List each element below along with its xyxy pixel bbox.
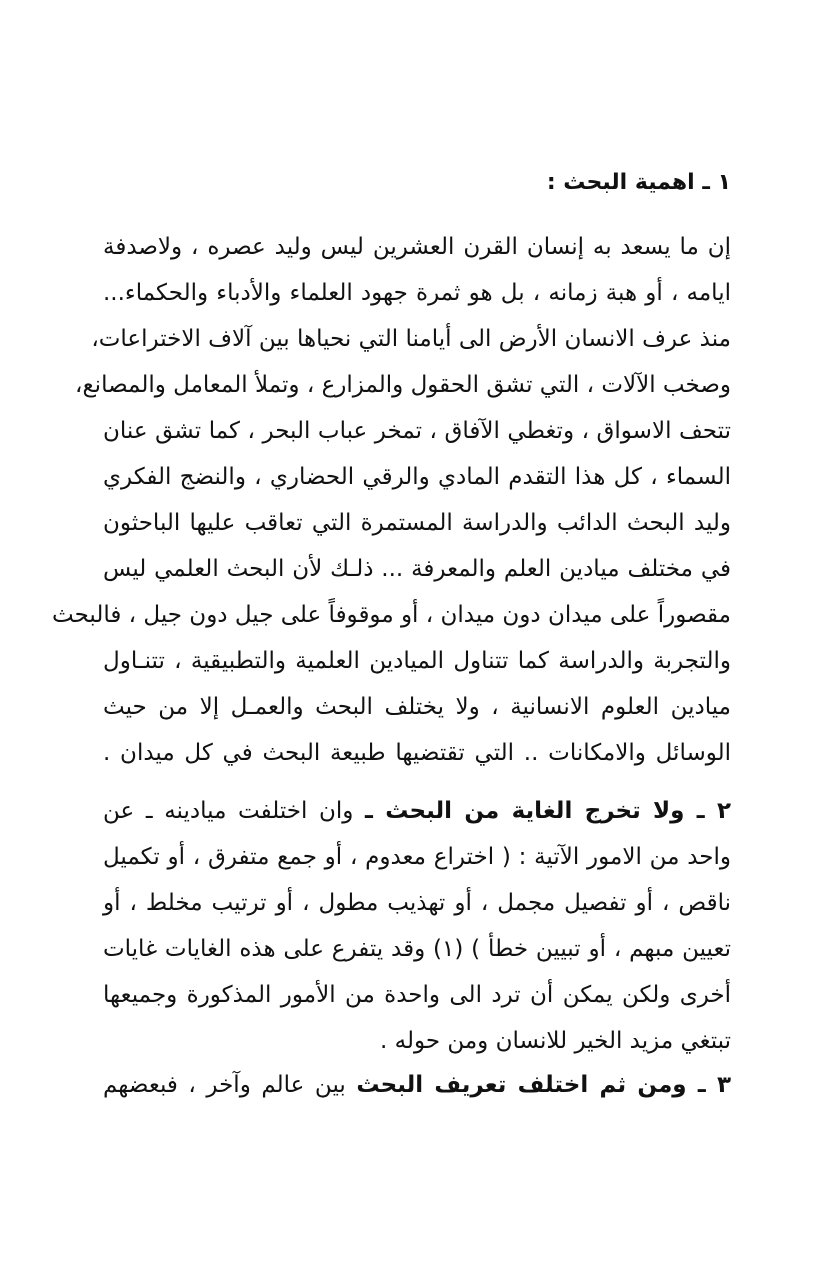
paragraph-line: ميادين العلوم الانسانية ، ولا يختلف البحث والعمـل إلا من حيث: [103, 694, 731, 720]
section-1-heading: ١ ـ اهمية البحث :: [546, 170, 731, 195]
section-2-lead-bold: ٢ ـ ولا تخرج الغاية من البحث ـ: [365, 798, 732, 824]
paragraph-line: إن ما يسعد به إنسان القرن العشرين ليس وليد عصره ، ولاصدفة: [103, 234, 731, 260]
paragraph-line: منذ عرف الانسان الأرض الى أيامنا التي نحياها بين آلاف الاختراعات،: [91, 326, 731, 352]
section-3-lead-rest: بين عالم وآخر ، فبعضهم: [103, 1072, 346, 1098]
paragraph-line: تعيين مبهم ، أو تبيين خطأ ) (١) وقد يتفرع على هذه الغايات غايات: [103, 936, 731, 962]
paragraph-line: ايامه ، أو هبة زمانه ، بل هو ثمرة جهود العلماء والأدباء والحكماء...: [103, 280, 731, 306]
paragraph-line: واحد من الامور الآتية : ( اختراع معدوم ، أو جمع متفرق ، أو تكميل: [103, 844, 731, 870]
paragraph-line: السماء ، كل هذا التقدم المادي والرقي الحضاري ، والنضج الفكري: [103, 464, 731, 490]
paragraph-line: الوسائل والامكانات .. التي تقتضيها طبيعة البحث في كل ميدان .: [103, 740, 731, 766]
paragraph-line: تتحف الاسواق ، وتغطي الآفاق ، تمخر عباب البحر ، كما تشق عنان: [103, 418, 731, 444]
section-3-lead-bold: ٣ ـ ومن ثم اختلف تعريف البحث: [356, 1072, 731, 1098]
paragraph-line: تبتغي مزيد الخير للانسان ومن حوله .: [379, 1028, 731, 1054]
paragraph-line: أخرى ولكن يمكن أن ترد الى واحدة من الأمور المذكورة وجميعها: [103, 982, 731, 1008]
section-2-lead-rest: وان اختلفت ميادينه ـ عن: [103, 798, 354, 824]
paragraph-line: وصخب الآلات ، التي تشق الحقول والمزارع ، وتملأ المعامل والمصانع،: [75, 372, 731, 398]
paragraph-line: في مختلف ميادين العلم والمعرفة ... ذلـك لأن البحث العلمي ليس: [103, 556, 731, 582]
paragraph-line: مقصوراً على ميدان دون ميدان ، أو موقوفاً على جيل دون جيل ، فالبحث: [51, 602, 731, 628]
paragraph-line: والتجربة والدراسة كما تتناول الميادين العلمية والتطبيقية ، تتنـاول: [103, 648, 731, 674]
section-3-lead-line: [103, 1070, 731, 1100]
section-2-lead-line: [103, 796, 731, 826]
paragraph-line: ناقص ، أو تفصيل مجمل ، أو تهذيب مطول ، أو ترتيب مخلط ، أو: [103, 890, 731, 916]
paragraph-line: وليد البحث الدائب والدراسة المستمرة التي تعاقب عليها الباحثون: [103, 510, 731, 536]
